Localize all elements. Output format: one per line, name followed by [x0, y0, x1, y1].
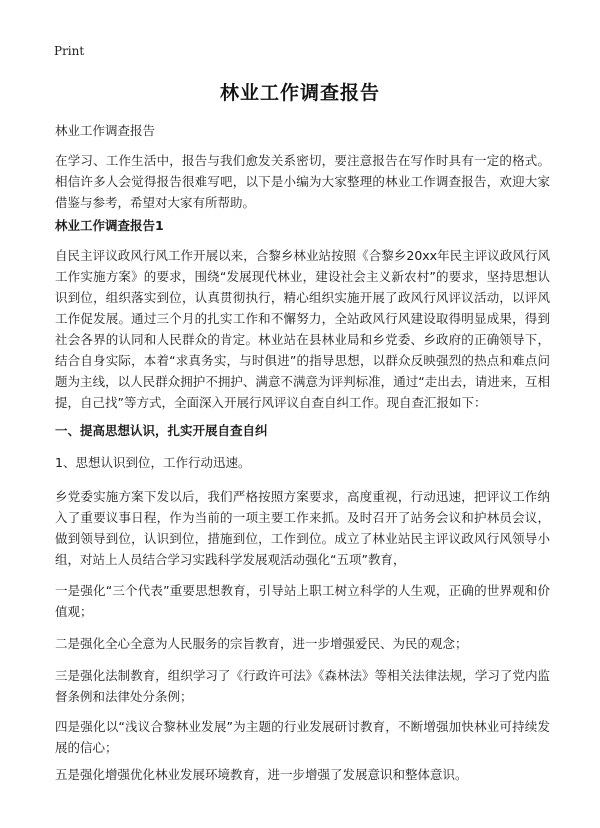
paragraph-1: 自民主评议政风行风工作开展以来，合黎乡林业站按照《合黎乡20xx年民主评议政风行风工作实施方案》的要求，围绕“发展现代林业，建设社会主义新农村”的要求，坚持思想认识到位，组织落实到位，认真贯彻执行，精心组织实施开展了政风行风评议活动，以评风工作促发展。通过三个月的扎实工作和不懈努力，全站政风行风建设取得明显成果，得到社会各界的认同和人民群众的肯定。林业站在县林业局和乡党委、乡政府的正确领导下，结合自身实际，本着“求真务实，与时俱进”的指导思想，以群众反映强烈的热点和难点问题为主线，以人民群众拥护不拥护、满意不满意为评判标准，通过“走出去，请进来，互相提，自己找”等方式，全面深入开展行风评议自查自纠工作。现自查汇报如下： [55, 248, 550, 410]
point-3: 三是强化法制教育，组织学习了《行政许可法》《森林法》等相关法律法规，学习了党内监督条例和法律处分条例； [55, 668, 550, 704]
section-1-heading: 一、提高思想认识，扎实开展自查自纠 [55, 423, 268, 438]
point-4: 四是强化以“浅议合黎林业发展”为主题的行业发展研讨教育，不断增强加快林业可持续发展的信心； [55, 719, 550, 755]
point-2: 二是强化全心全意为人民服务的宗旨教育，进一步增强爱民、为民的观念； [55, 636, 468, 651]
subtitle: 林业工作调查报告 [55, 123, 156, 138]
print-link[interactable]: Print [54, 44, 85, 58]
item-1: 1、思想认识到位，工作行动迅速。 [55, 455, 251, 470]
point-5: 五是强化增强优化林业发展环境教育，进一步增强了发展意识和整体意识。 [55, 767, 468, 782]
report-heading: 林业工作调查报告1 [55, 218, 164, 233]
point-1: 一是强化“三个代表”重要思想教育，引导站上职工树立科学的人生观，正确的世界观和价值观； [55, 583, 550, 619]
intro-paragraph: 在学习、工作生活中，报告与我们愈发关系密切，要注意报告在写作时具有一定的格式。相信许多人会觉得报告很难写吧，以下是小编为大家整理的林业工作调查报告，欢迎大家借鉴与参考，希望对大家有所帮助。 [55, 153, 550, 210]
paragraph-2: 乡党委实施方案下发以后，我们严格按照方案要求，高度重视，行动迅速，把评议工作纳入了重要议事日程，作为当前的一项主要工作来抓。及时召开了站务会议和护林员会议，做到领导到位，认识到位，措施到位，工作到位。成立了林业站民主评议政风行风领导小组，对站上人员结合学习实践科学发展观活动强化“五项”教育， [55, 489, 550, 567]
page-title: 林业工作调查报告 [219, 82, 380, 104]
